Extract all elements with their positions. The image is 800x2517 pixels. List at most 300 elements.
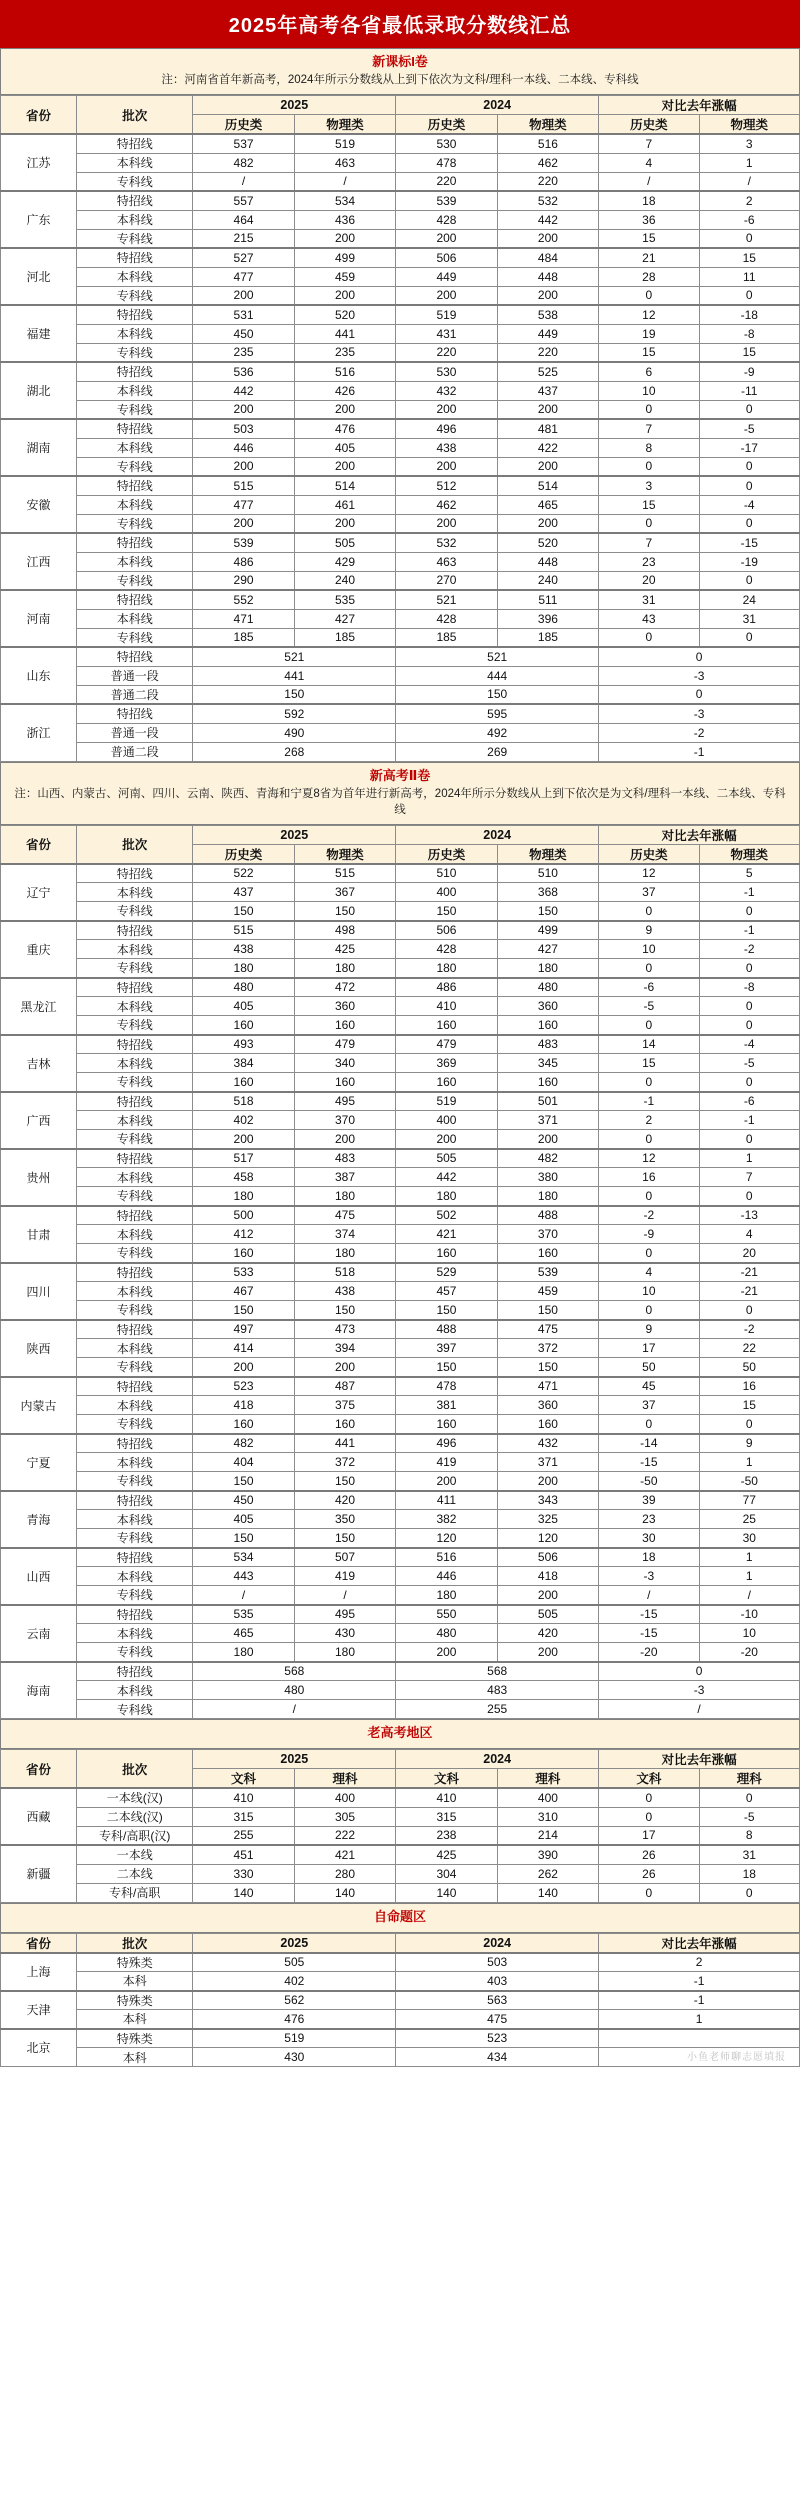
value-delta-physics: 16 bbox=[699, 1377, 799, 1396]
batch-cell: 二本线 bbox=[77, 1864, 193, 1883]
value-2025-physics: 200 bbox=[294, 229, 395, 248]
value-2024-history: 479 bbox=[396, 1035, 497, 1054]
value-delta-physics: -1 bbox=[699, 921, 799, 940]
value-delta-physics: 31 bbox=[699, 1845, 799, 1864]
value-delta-physics: -18 bbox=[699, 305, 799, 324]
value-delta-history: 7 bbox=[599, 419, 699, 438]
value-2024-history: 381 bbox=[396, 1396, 497, 1415]
value-2024-physics: 150 bbox=[497, 1301, 598, 1320]
batch-cell: 专科线 bbox=[77, 571, 193, 590]
value-2025-physics: 150 bbox=[294, 1301, 395, 1320]
value-2025-physics: 360 bbox=[294, 997, 395, 1016]
batch-cell: 本科线 bbox=[77, 267, 193, 286]
value-2025-history: 518 bbox=[193, 1092, 294, 1111]
value-2024-physics: 360 bbox=[497, 1396, 598, 1415]
value-delta-physics: 0 bbox=[699, 457, 799, 476]
value-delta: -1 bbox=[599, 1991, 800, 2010]
value-2024-history: 480 bbox=[396, 1624, 497, 1643]
value-2025-physics: 473 bbox=[294, 1320, 395, 1339]
value-2025-history: 418 bbox=[193, 1396, 294, 1415]
value-delta-history: 4 bbox=[599, 1263, 699, 1282]
value-2025-history: 517 bbox=[193, 1149, 294, 1168]
value-2024-history: 180 bbox=[396, 959, 497, 978]
value-2024: 434 bbox=[396, 2048, 599, 2067]
table-row bbox=[1, 590, 800, 609]
province-cell: 辽宁 bbox=[1, 864, 77, 921]
value-delta-physics: 24 bbox=[699, 590, 799, 609]
value-2025-physics: 463 bbox=[294, 153, 395, 172]
value-2025-physics: 180 bbox=[294, 1244, 395, 1263]
value-2025: / bbox=[193, 1700, 396, 1719]
column-header-province: 省份 bbox=[1, 1933, 77, 1953]
score-table-xingaokao2 bbox=[0, 825, 800, 1720]
value-delta: -3 bbox=[599, 1681, 800, 1700]
province-cell: 内蒙古 bbox=[1, 1377, 77, 1434]
table-row bbox=[1, 1111, 800, 1130]
table-row bbox=[1, 457, 800, 476]
batch-cell: 特招线 bbox=[77, 1092, 193, 1111]
value-delta: 2 bbox=[599, 1953, 800, 1972]
value-delta-history: 12 bbox=[599, 864, 699, 883]
value-delta-history: 0 bbox=[599, 1883, 699, 1902]
value-2024-physics: 510 bbox=[497, 864, 598, 883]
column-header-batch: 批次 bbox=[77, 1933, 193, 1953]
batch-cell: 特招线 bbox=[77, 1605, 193, 1624]
score-table-laogaokao bbox=[0, 1749, 800, 1903]
province-cell: 西藏 bbox=[1, 1788, 77, 1845]
batch-cell: 专科线 bbox=[77, 1643, 193, 1662]
value-2025-history: 200 bbox=[193, 514, 294, 533]
value-2025-history: 480 bbox=[193, 978, 294, 997]
value-2025-physics: 350 bbox=[294, 1510, 395, 1529]
value-2025-history: 160 bbox=[193, 1415, 294, 1434]
batch-cell: 特殊类 bbox=[77, 2029, 193, 2048]
value-2024-physics: 462 bbox=[497, 153, 598, 172]
value-2024-history: 200 bbox=[396, 1472, 497, 1491]
batch-cell: 特招线 bbox=[77, 1377, 193, 1396]
value-2025-history: 486 bbox=[193, 552, 294, 571]
table-row bbox=[1, 1415, 800, 1434]
value-2025-history: 482 bbox=[193, 1434, 294, 1453]
table-row bbox=[1, 628, 800, 647]
value-2024-history: 478 bbox=[396, 153, 497, 172]
value-2025-physics: 535 bbox=[294, 590, 395, 609]
score-table-xinkebiao1 bbox=[0, 95, 800, 762]
province-cell: 黑龙江 bbox=[1, 978, 77, 1035]
value-2025-history: 384 bbox=[193, 1054, 294, 1073]
column-header-province: 省份 bbox=[1, 1750, 77, 1789]
value-delta-history: 15 bbox=[599, 343, 699, 362]
value-2024-history: 530 bbox=[396, 362, 497, 381]
value-2024-history: 428 bbox=[396, 210, 497, 229]
value-2025-history: 414 bbox=[193, 1339, 294, 1358]
value-2024-history: 505 bbox=[396, 1149, 497, 1168]
value-2025-history: 150 bbox=[193, 1301, 294, 1320]
value-delta-physics: 77 bbox=[699, 1491, 799, 1510]
value-delta-physics: 0 bbox=[699, 1187, 799, 1206]
value-delta-history: 23 bbox=[599, 1510, 699, 1529]
value-delta-physics: 0 bbox=[699, 997, 799, 1016]
value-delta-physics: -1 bbox=[699, 1111, 799, 1130]
province-cell: 重庆 bbox=[1, 921, 77, 978]
value-2024-physics: 484 bbox=[497, 248, 598, 267]
table-row bbox=[1, 324, 800, 343]
value-2024-history: 449 bbox=[396, 267, 497, 286]
batch-cell: 特招线 bbox=[77, 704, 193, 723]
value-2025-physics: 180 bbox=[294, 959, 395, 978]
table-row bbox=[1, 1953, 800, 1972]
batch-cell: 本科线 bbox=[77, 210, 193, 229]
province-cell: 江西 bbox=[1, 533, 77, 590]
batch-cell: 专科线 bbox=[77, 343, 193, 362]
section-title: 新高考Ⅱ卷 bbox=[369, 767, 431, 783]
batch-cell: 特招线 bbox=[77, 1662, 193, 1681]
value-delta-physics: 8 bbox=[699, 1826, 799, 1845]
value-2024-history: 150 bbox=[396, 902, 497, 921]
province-cell: 北京 bbox=[1, 2029, 77, 2067]
batch-cell: 特招线 bbox=[77, 590, 193, 609]
value-2024-physics: 459 bbox=[497, 1282, 598, 1301]
value-2024-history: 550 bbox=[396, 1605, 497, 1624]
batch-cell: 专科线 bbox=[77, 286, 193, 305]
batch-cell: 特殊类 bbox=[77, 1991, 193, 2010]
batch-cell: 专科线 bbox=[77, 1529, 193, 1548]
value-delta: -2 bbox=[599, 723, 800, 742]
value-2025-physics: 200 bbox=[294, 400, 395, 419]
batch-cell: 普通二段 bbox=[77, 742, 193, 761]
value-2024-physics: 160 bbox=[497, 1016, 598, 1035]
value-delta-physics: 0 bbox=[699, 902, 799, 921]
column-subheader-3: 物理类 bbox=[497, 115, 598, 135]
province-cell: 天津 bbox=[1, 1991, 77, 2029]
value-2025-physics: 495 bbox=[294, 1605, 395, 1624]
province-cell: 青海 bbox=[1, 1491, 77, 1548]
value-2024-physics: 368 bbox=[497, 883, 598, 902]
province-cell: 云南 bbox=[1, 1605, 77, 1662]
value-2024-physics: 220 bbox=[497, 172, 598, 191]
value-2025-physics: 515 bbox=[294, 864, 395, 883]
table-row bbox=[1, 267, 800, 286]
value-delta-history: -2 bbox=[599, 1206, 699, 1225]
table-row bbox=[1, 1244, 800, 1263]
table-row bbox=[1, 1883, 800, 1902]
value-delta-physics: 0 bbox=[699, 400, 799, 419]
value-2024-physics: 520 bbox=[497, 533, 598, 552]
table-row bbox=[1, 191, 800, 210]
value-2024-history: 160 bbox=[396, 1244, 497, 1263]
column-subheader-3: 物理类 bbox=[497, 844, 598, 864]
value-2025: 402 bbox=[193, 1972, 396, 1991]
value-2024-physics: 420 bbox=[497, 1624, 598, 1643]
table-row bbox=[1, 134, 800, 153]
value-2024-history: 397 bbox=[396, 1339, 497, 1358]
value-delta-history: 18 bbox=[599, 191, 699, 210]
value-2025-history: 493 bbox=[193, 1035, 294, 1054]
value-2025-history: 533 bbox=[193, 1263, 294, 1282]
table-row bbox=[1, 1624, 800, 1643]
batch-cell: 特招线 bbox=[77, 533, 193, 552]
value-2025-history: 140 bbox=[193, 1883, 294, 1902]
value-2025: 480 bbox=[193, 1681, 396, 1700]
value-2024-physics: 448 bbox=[497, 267, 598, 286]
value-2025-history: 404 bbox=[193, 1453, 294, 1472]
table-row bbox=[1, 1187, 800, 1206]
table-row bbox=[1, 400, 800, 419]
value-2025-physics: 140 bbox=[294, 1883, 395, 1902]
batch-cell: 特招线 bbox=[77, 1206, 193, 1225]
batch-cell: 一本线 bbox=[77, 1845, 193, 1864]
value-2024-physics: 465 bbox=[497, 495, 598, 514]
table-row bbox=[1, 571, 800, 590]
value-2025: 568 bbox=[193, 1662, 396, 1681]
value-delta-history: 37 bbox=[599, 1396, 699, 1415]
value-delta-physics: 31 bbox=[699, 609, 799, 628]
value-2024-physics: 370 bbox=[497, 1225, 598, 1244]
value-2024-history: 180 bbox=[396, 1187, 497, 1206]
table-row bbox=[1, 1807, 800, 1826]
table-row bbox=[1, 1510, 800, 1529]
value-delta-history: -15 bbox=[599, 1624, 699, 1643]
value-2025-history: 200 bbox=[193, 1130, 294, 1149]
batch-cell: 特招线 bbox=[77, 1149, 193, 1168]
value-delta-physics: 50 bbox=[699, 1358, 799, 1377]
table-row bbox=[1, 1054, 800, 1073]
batch-cell: 专科线 bbox=[77, 514, 193, 533]
batch-cell: 专科线 bbox=[77, 1187, 193, 1206]
value-delta-history: 23 bbox=[599, 552, 699, 571]
value-delta-physics: 0 bbox=[699, 571, 799, 590]
value-2024-physics: 418 bbox=[497, 1567, 598, 1586]
value-delta-physics: -20 bbox=[699, 1643, 799, 1662]
column-subheader-5: 物理类 bbox=[699, 844, 799, 864]
value-delta-physics: -2 bbox=[699, 940, 799, 959]
value-2024-physics: 514 bbox=[497, 476, 598, 495]
value-2025-history: 180 bbox=[193, 1187, 294, 1206]
value-2025-physics: 150 bbox=[294, 1529, 395, 1548]
value-delta-physics: 2 bbox=[699, 191, 799, 210]
table-row bbox=[1, 1643, 800, 1662]
value-2024-physics: 120 bbox=[497, 1529, 598, 1548]
value-delta-history: 7 bbox=[599, 533, 699, 552]
value-2024: 503 bbox=[396, 1953, 599, 1972]
value-2025-history: 315 bbox=[193, 1807, 294, 1826]
value-delta-history: 39 bbox=[599, 1491, 699, 1510]
value-2024: 475 bbox=[396, 2010, 599, 2029]
value-delta-physics: 15 bbox=[699, 1396, 799, 1415]
value-2025-history: 450 bbox=[193, 324, 294, 343]
value-delta-history: 45 bbox=[599, 1377, 699, 1396]
value-delta-physics: -13 bbox=[699, 1206, 799, 1225]
value-2024-history: 519 bbox=[396, 1092, 497, 1111]
value-2024-physics: 325 bbox=[497, 1510, 598, 1529]
value-2025-history: 497 bbox=[193, 1320, 294, 1339]
value-2024-history: 410 bbox=[396, 997, 497, 1016]
value-delta: 0 bbox=[599, 1662, 800, 1681]
table-row bbox=[1, 1168, 800, 1187]
batch-cell: 专科线 bbox=[77, 229, 193, 248]
table-header-row-1 bbox=[1, 96, 800, 115]
value-delta-history: -20 bbox=[599, 1643, 699, 1662]
value-2025-history: 150 bbox=[193, 1529, 294, 1548]
value-2025-physics: 534 bbox=[294, 191, 395, 210]
value-2025-physics: 405 bbox=[294, 438, 395, 457]
value-delta-physics: -4 bbox=[699, 1035, 799, 1054]
value-2024-history: 428 bbox=[396, 940, 497, 959]
value-2024-history: 478 bbox=[396, 1377, 497, 1396]
value-2024-history: 200 bbox=[396, 286, 497, 305]
value-2025: 490 bbox=[193, 723, 396, 742]
value-2024-physics: 200 bbox=[497, 286, 598, 305]
value-delta-history: 43 bbox=[599, 609, 699, 628]
column-header-batch: 批次 bbox=[77, 1750, 193, 1789]
column-subheader-0: 历史类 bbox=[193, 115, 294, 135]
value-delta-physics: 20 bbox=[699, 1244, 799, 1263]
value-delta-physics: 1 bbox=[699, 1453, 799, 1472]
value-delta-history: 10 bbox=[599, 1282, 699, 1301]
column-header-province: 省份 bbox=[1, 825, 77, 864]
batch-cell: 专科线 bbox=[77, 959, 193, 978]
value-2024-history: 200 bbox=[396, 1643, 497, 1662]
value-2025-history: 402 bbox=[193, 1111, 294, 1130]
value-2025-physics: 150 bbox=[294, 1472, 395, 1491]
value-2024-history: 238 bbox=[396, 1826, 497, 1845]
value-2025-physics: 305 bbox=[294, 1807, 395, 1826]
value-2024-physics: 140 bbox=[497, 1883, 598, 1902]
batch-cell: 专科线 bbox=[77, 1700, 193, 1719]
table-row bbox=[1, 1339, 800, 1358]
value-2024-history: 160 bbox=[396, 1016, 497, 1035]
value-2025-physics: 374 bbox=[294, 1225, 395, 1244]
column-subheader-2: 历史类 bbox=[396, 844, 497, 864]
value-2025-history: 405 bbox=[193, 1510, 294, 1529]
batch-cell: 专科线 bbox=[77, 1586, 193, 1605]
value-delta-physics: 1 bbox=[699, 1567, 799, 1586]
value-2024: 403 bbox=[396, 1972, 599, 1991]
table-row bbox=[1, 978, 800, 997]
value-delta-physics: 1 bbox=[699, 1548, 799, 1567]
value-2024-history: 516 bbox=[396, 1548, 497, 1567]
column-header-delta: 对比去年涨幅 bbox=[599, 1933, 800, 1953]
value-2025-physics: 487 bbox=[294, 1377, 395, 1396]
value-2024-history: 140 bbox=[396, 1883, 497, 1902]
batch-cell: 本科 bbox=[77, 2010, 193, 2029]
value-delta-history: 31 bbox=[599, 590, 699, 609]
province-cell: 湖南 bbox=[1, 419, 77, 476]
batch-cell: 专科线 bbox=[77, 1244, 193, 1263]
batch-cell: 本科线 bbox=[77, 1339, 193, 1358]
value-delta-history: 0 bbox=[599, 514, 699, 533]
value-2024-history: 442 bbox=[396, 1168, 497, 1187]
batch-cell: 本科线 bbox=[77, 1624, 193, 1643]
value-2024-history: 431 bbox=[396, 324, 497, 343]
value-2024: 563 bbox=[396, 1991, 599, 2010]
value-2025-history: 465 bbox=[193, 1624, 294, 1643]
value-2025-physics: 160 bbox=[294, 1415, 395, 1434]
batch-cell: 本科线 bbox=[77, 1054, 193, 1073]
value-2025-physics: / bbox=[294, 172, 395, 191]
table-row bbox=[1, 1434, 800, 1453]
value-2024-physics: 437 bbox=[497, 381, 598, 400]
batch-cell: 专科线 bbox=[77, 1358, 193, 1377]
value-delta-physics: / bbox=[699, 172, 799, 191]
table-row bbox=[1, 1149, 800, 1168]
section-title: 自命题区 bbox=[373, 1908, 426, 1924]
value-delta-physics: 15 bbox=[699, 248, 799, 267]
value-delta-history: 9 bbox=[599, 1320, 699, 1339]
batch-cell: 特殊类 bbox=[77, 1953, 193, 1972]
value-delta-physics: -8 bbox=[699, 324, 799, 343]
value-delta-history: 28 bbox=[599, 267, 699, 286]
value-2025-history: 539 bbox=[193, 533, 294, 552]
value-2025-physics: 180 bbox=[294, 1187, 395, 1206]
value-delta-physics: -19 bbox=[699, 552, 799, 571]
province-cell: 甘肃 bbox=[1, 1206, 77, 1263]
value-2025-history: 410 bbox=[193, 1788, 294, 1807]
value-2024-physics: 396 bbox=[497, 609, 598, 628]
value-2025-physics: 441 bbox=[294, 324, 395, 343]
table-row bbox=[1, 1491, 800, 1510]
table-row bbox=[1, 1301, 800, 1320]
batch-cell: 专科线 bbox=[77, 400, 193, 419]
value-2024: 150 bbox=[396, 685, 599, 704]
value-2024-history: 530 bbox=[396, 134, 497, 153]
value-2024-physics: 200 bbox=[497, 400, 598, 419]
table-row bbox=[1, 2010, 800, 2029]
value-delta-physics: -9 bbox=[699, 362, 799, 381]
value-delta-history: 0 bbox=[599, 1016, 699, 1035]
value-2025: 476 bbox=[193, 2010, 396, 2029]
column-subheader-4: 文科 bbox=[599, 1769, 699, 1789]
value-2024: 269 bbox=[396, 742, 599, 761]
table-row bbox=[1, 286, 800, 305]
value-2025-physics: 200 bbox=[294, 514, 395, 533]
batch-cell: 特招线 bbox=[77, 647, 193, 666]
table-row bbox=[1, 305, 800, 324]
value-2024-physics: 505 bbox=[497, 1605, 598, 1624]
table-row bbox=[1, 533, 800, 552]
value-2024-history: 519 bbox=[396, 305, 497, 324]
value-2025-history: 150 bbox=[193, 902, 294, 921]
value-2024-history: 463 bbox=[396, 552, 497, 571]
value-delta: 1 bbox=[599, 2010, 800, 2029]
value-delta-physics: 0 bbox=[699, 1073, 799, 1092]
value-2025-physics: 400 bbox=[294, 1788, 395, 1807]
value-delta-physics: 18 bbox=[699, 1864, 799, 1883]
province-cell: 宁夏 bbox=[1, 1434, 77, 1491]
value-2024: 521 bbox=[396, 647, 599, 666]
batch-cell: 特招线 bbox=[77, 476, 193, 495]
value-2025-physics: 222 bbox=[294, 1826, 395, 1845]
value-2025-physics: 519 bbox=[294, 134, 395, 153]
value-2025-physics: 514 bbox=[294, 476, 395, 495]
value-2024-physics: 180 bbox=[497, 1187, 598, 1206]
value-2025-history: 464 bbox=[193, 210, 294, 229]
batch-cell: 本科线 bbox=[77, 997, 193, 1016]
section-header-zimingti bbox=[0, 1903, 800, 1933]
value-delta: -1 bbox=[599, 742, 800, 761]
section-header-xinkebiao1 bbox=[0, 48, 800, 95]
value-2025-history: 200 bbox=[193, 1358, 294, 1377]
value-2025-history: 255 bbox=[193, 1826, 294, 1845]
value-delta-physics: 0 bbox=[699, 229, 799, 248]
value-delta-physics: -6 bbox=[699, 1092, 799, 1111]
province-cell: 浙江 bbox=[1, 704, 77, 761]
value-delta-physics: -5 bbox=[699, 1054, 799, 1073]
value-2025-history: 536 bbox=[193, 362, 294, 381]
province-cell: 湖北 bbox=[1, 362, 77, 419]
value-2024-history: 220 bbox=[396, 343, 497, 362]
value-2024-physics: 422 bbox=[497, 438, 598, 457]
